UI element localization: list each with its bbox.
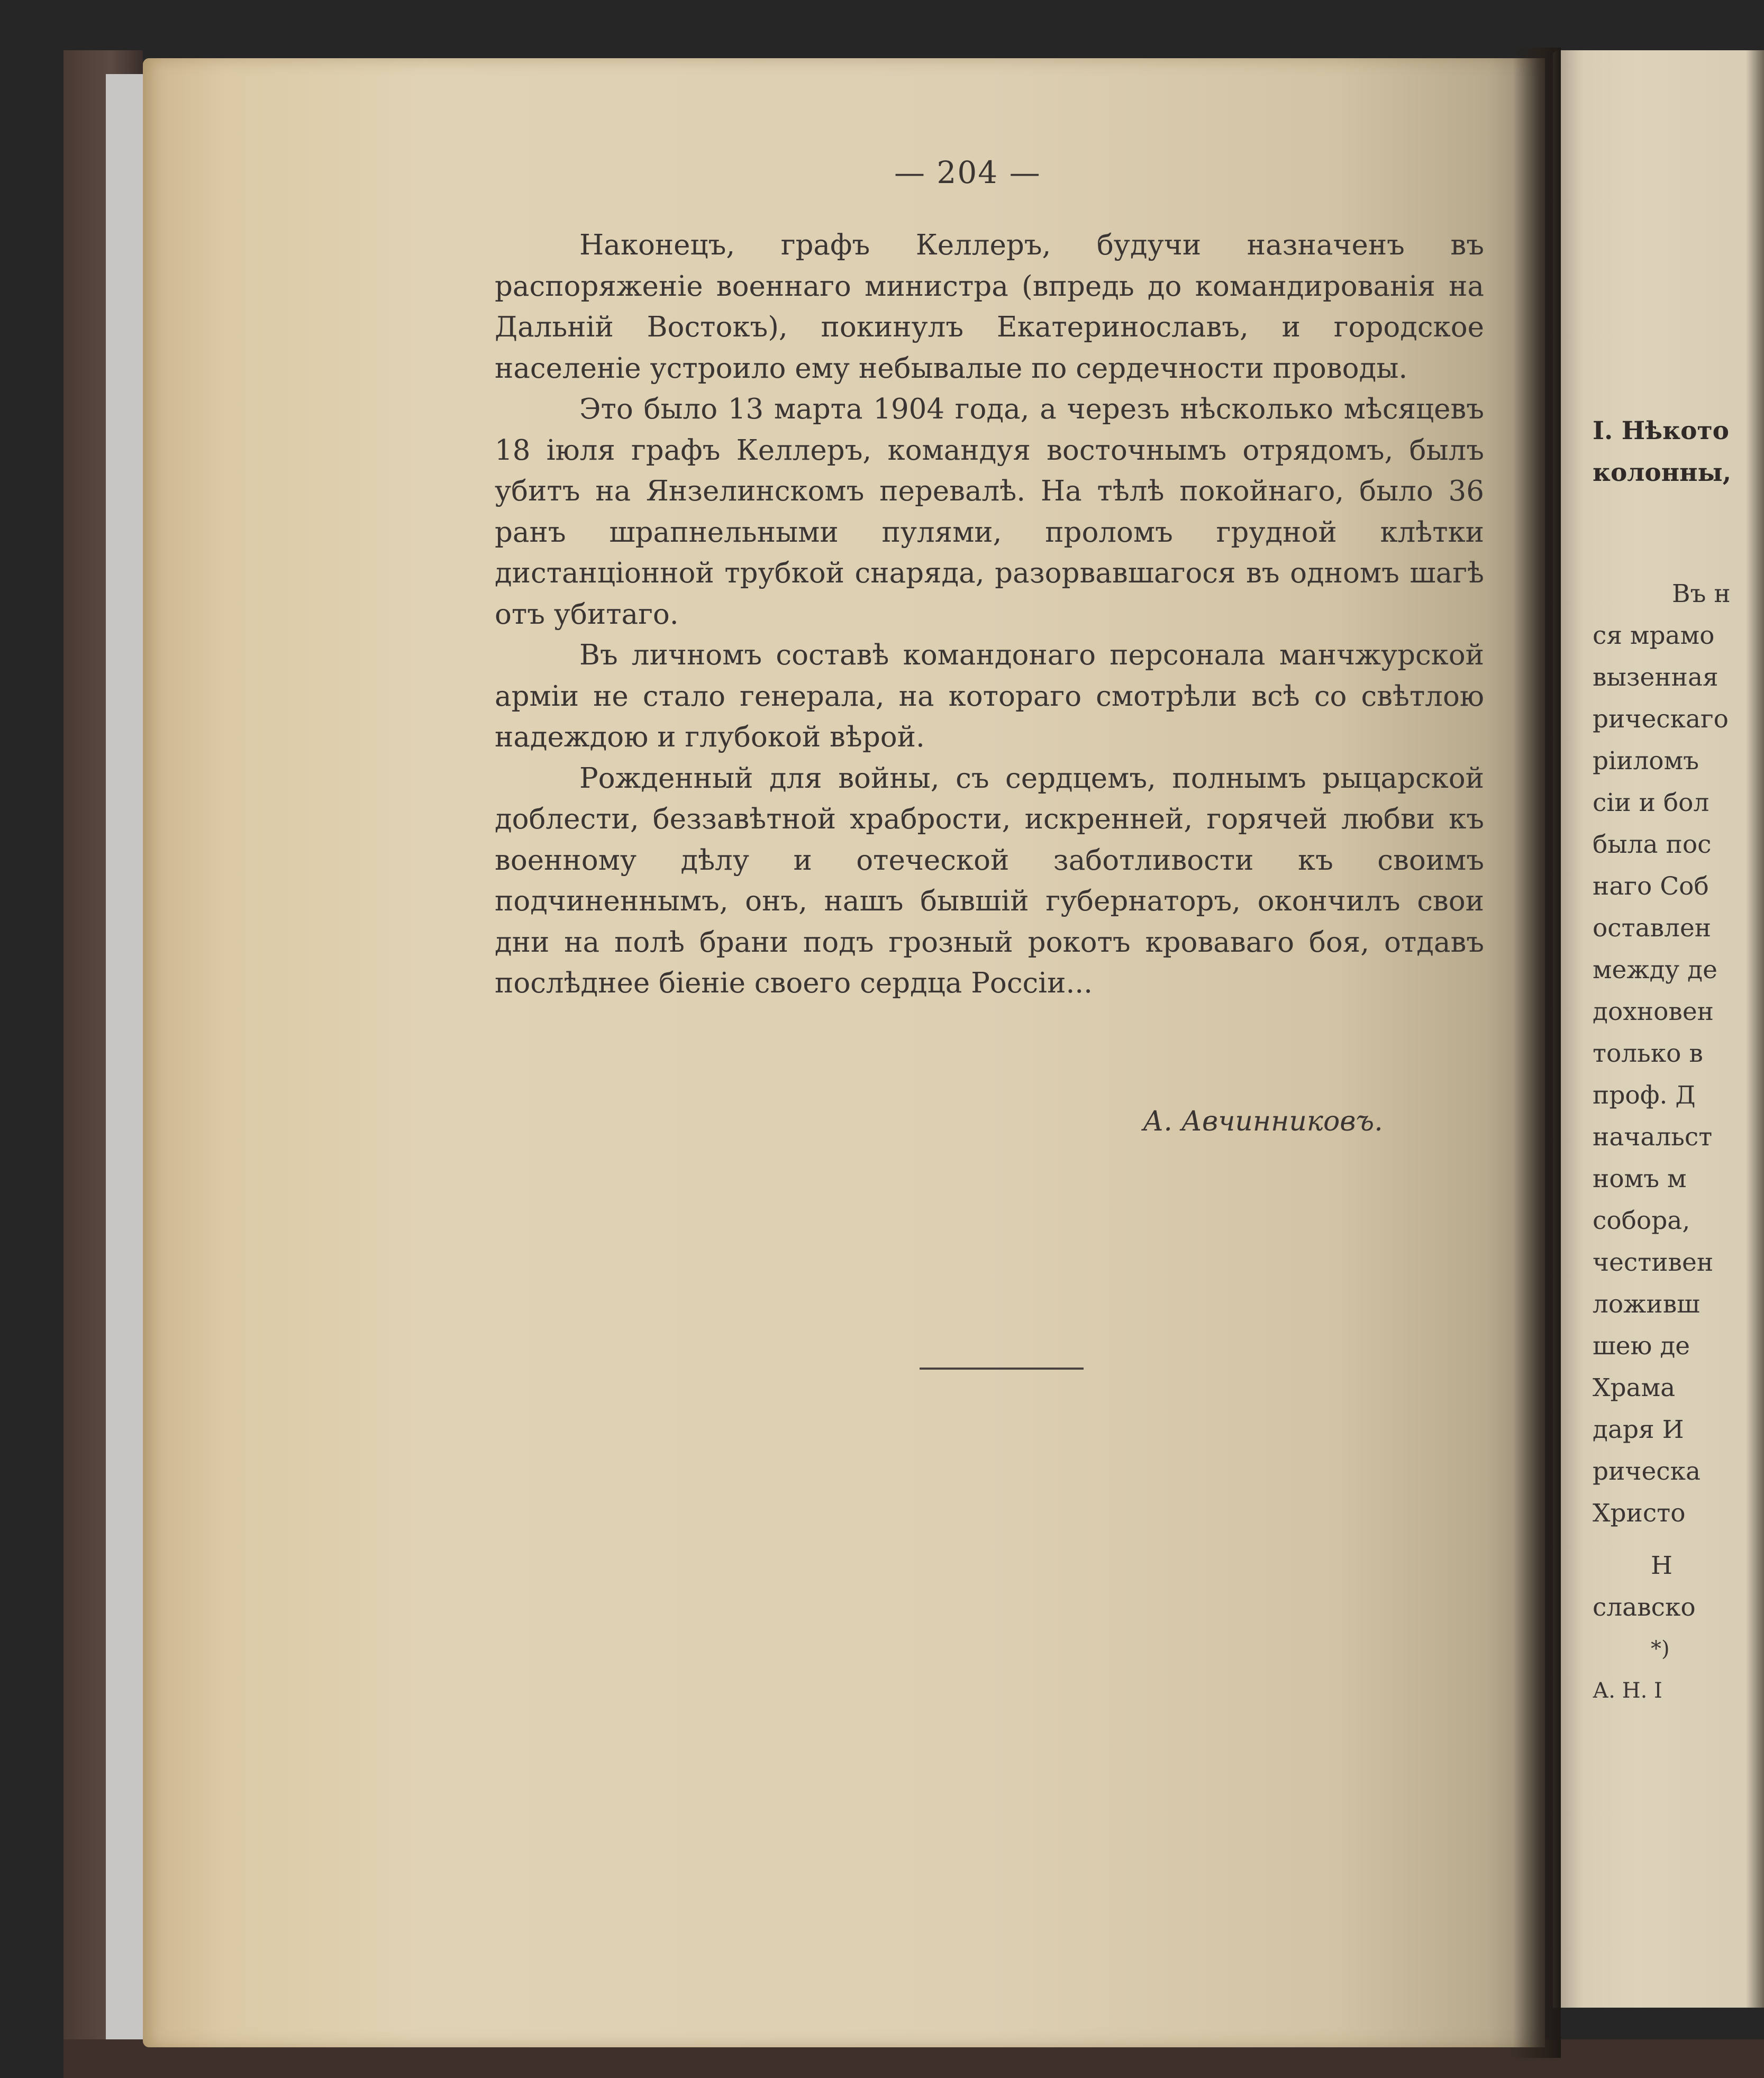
footnote-line: А. Н. I [1593, 1679, 1662, 1703]
right-line: Въ н [1672, 579, 1731, 608]
right-page-text [1593, 410, 1764, 1712]
book-gutter [1513, 48, 1561, 2058]
right-line: рическаго [1593, 705, 1729, 734]
paragraph: Въ личномъ составѣ командонаго персонала манчжурской арміи не стало генерала, на котораго смотрѣли всѣ со свѣтлою надеждою и глубокой вѣрой. [495, 639, 1484, 753]
right-line: вызенная [1593, 663, 1718, 692]
paragraph: Это было 13 марта 1904 года, а черезъ нѣсколько мѣсяцевъ 18 іюля графъ Келлеръ, командуя восточнымъ отрядомъ, былъ убитъ на Янзелинскомъ перевалѣ. На тѣлѣ покойнаго, было 36 ранъ шрапнельными пулями, проломъ грудной клѣтки дистанціонной трубкой снаряда, разорвавшагося въ одномъ шагѣ отъ убитаго. [495, 393, 1484, 631]
spacer [1593, 494, 1764, 573]
right-line: честивен [1593, 1248, 1714, 1277]
right-line: рическа [1593, 1457, 1701, 1486]
right-line: была пос [1593, 830, 1712, 859]
right-line: наго Соб [1593, 872, 1709, 901]
right-line: собора, [1593, 1206, 1690, 1235]
paragraph: Наконецъ, графъ Келлеръ, будучи назначенъ въ распоряженіе военнаго министра (впредь до командированія на Дальній Востокъ), покинулъ Екатеринославъ, и городское населеніе устроило ему небывалые по сердечности проводы. [495, 229, 1484, 385]
right-heading-line: I. Нѣкото [1593, 416, 1729, 445]
right-line: ріиломъ [1593, 746, 1699, 776]
right-line: ся мрамо [1593, 621, 1715, 650]
paragraph: Рожденный для войны, съ сердцемъ, полнымъ рыцарской доблести, беззавѣтной храбрости, искренней, горячей любви къ военному дѣлу и отеческой заботливости къ своимъ подчиненнымъ, онъ, нашъ бывшій губернаторъ, окончилъ свои дни на полѣ брани подъ грозный рокотъ кроваваго боя, отдавъ послѣднее біеніе своего сердца Россіи... [495, 762, 1484, 999]
author-signature: А. Авчинниковъ. [1143, 1106, 1383, 1137]
right-line: дохновен [1593, 997, 1714, 1026]
right-line: между де [1593, 955, 1717, 985]
right-line: Н [1651, 1551, 1672, 1580]
right-line: даря И [1593, 1415, 1684, 1444]
right-line: Христо [1593, 1499, 1686, 1528]
right-line: сіи и бол [1593, 788, 1710, 817]
right-line: славско [1593, 1593, 1696, 1622]
page-number: — 204 — [894, 154, 1041, 190]
footnote-line: *) [1651, 1637, 1670, 1661]
spacer [1593, 1534, 1764, 1545]
end-rule [920, 1368, 1084, 1370]
right-line: Храма [1593, 1373, 1676, 1402]
right-heading-line: колонны, [1593, 458, 1732, 487]
right-line: оставлен [1593, 914, 1712, 943]
right-line: начальст [1593, 1123, 1713, 1152]
right-line: шею де [1593, 1332, 1690, 1361]
right-line: только в [1593, 1039, 1703, 1068]
right-line: номъ м [1593, 1164, 1687, 1193]
right-line: проф. Д [1593, 1081, 1696, 1110]
left-page-body [495, 225, 1484, 1004]
right-line: ложивш [1593, 1290, 1700, 1319]
